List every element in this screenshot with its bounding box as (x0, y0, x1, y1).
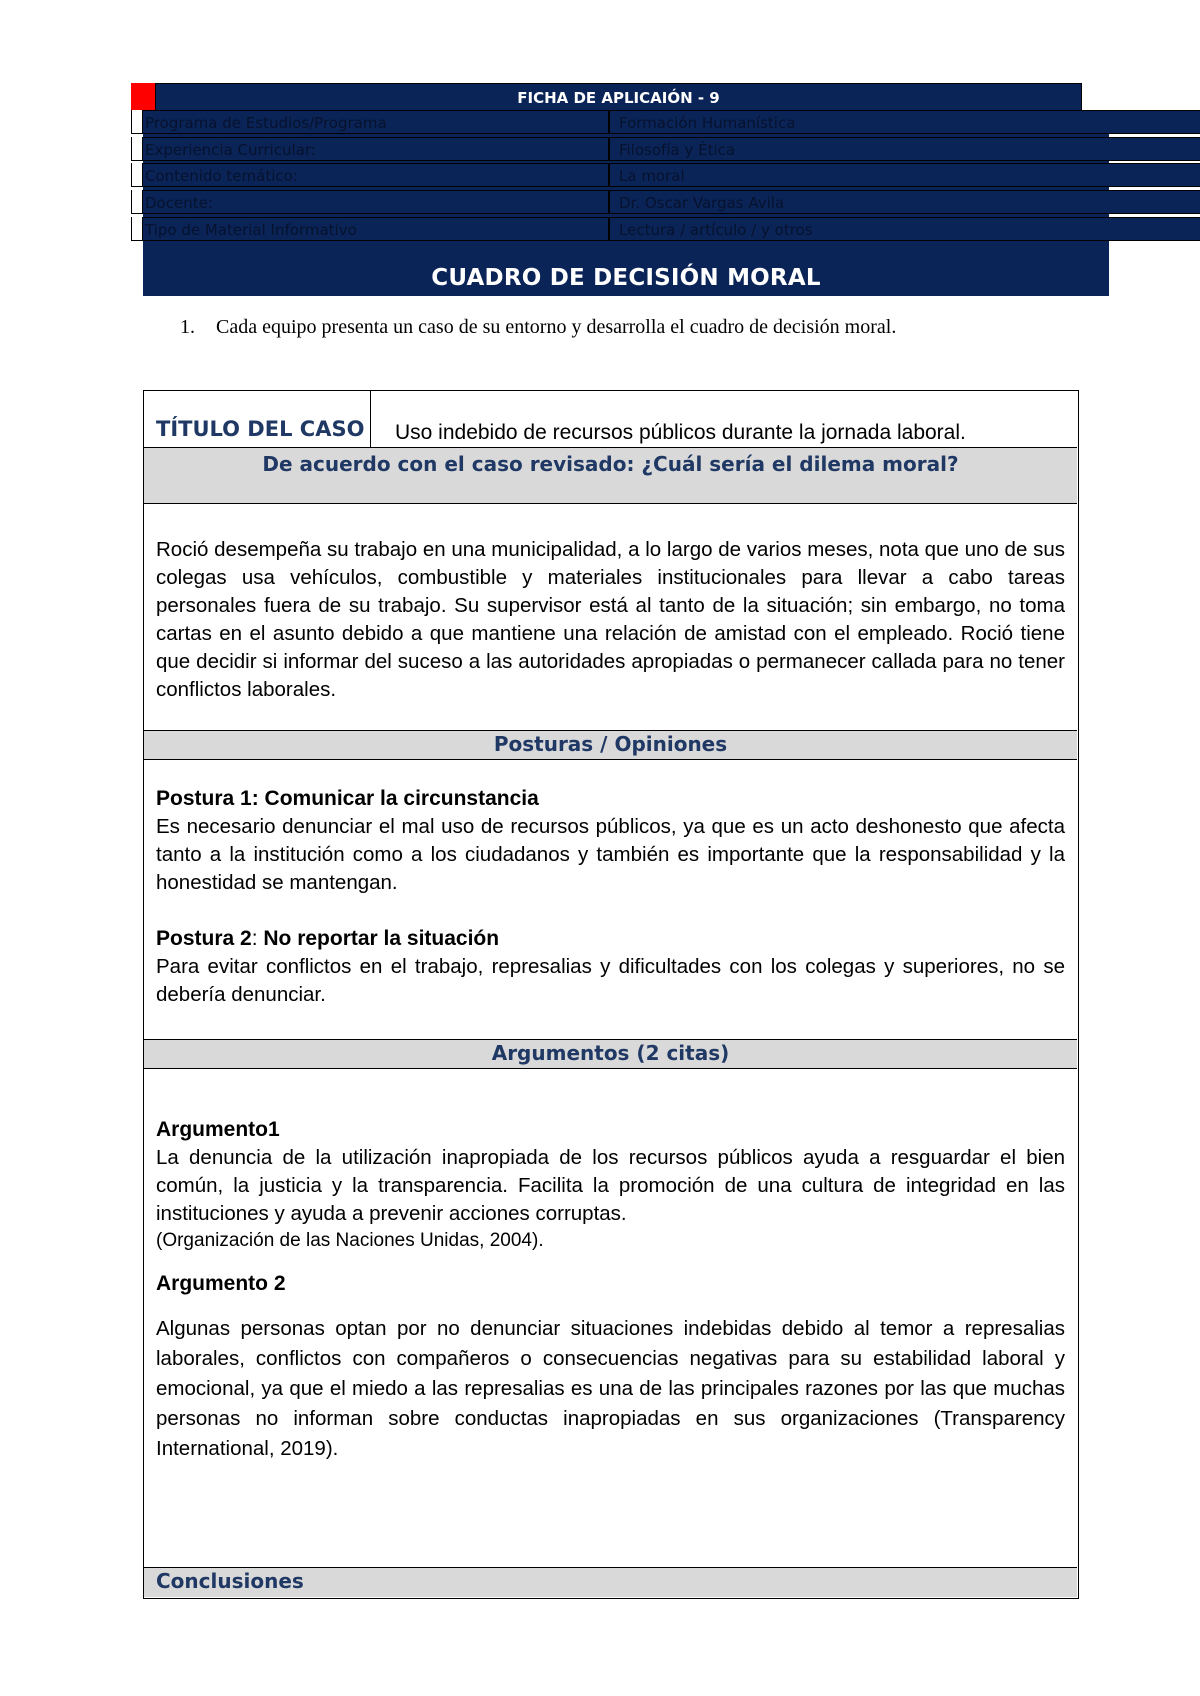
info-value: Dr. Oscar Vargas Avila (609, 190, 1200, 214)
argument1-cite: (Organización de las Naciones Unidas, 2004). (156, 1230, 544, 1251)
dilemma-text: Roció desempeña su trabajo en una municipalidad, a lo largo de varios meses, nota que uno de sus colegas usa vehículos, combustible y materiales institucionales para llevar a cabo tareas personales fuera de su trabajo. Su supervisor está al tanto de la situación; sin embargo, no toma cartas en el asunto debido a que mantiene una relación de amistad con el empleado. Roció tiene que decidir si informar del suceso a las autoridades apropiadas o permanecer callada para no tener conflictos laborales. (156, 538, 1065, 701)
posture1-text: Es necesario denunciar el mal uso de recursos públicos, ya que es un acto deshonesto que afecta tanto a la institución como a los ciudadanos y también es importante que la responsabilidad y la honestidad se mantengan. (156, 815, 1065, 894)
posture2-title-sep: : (251, 927, 264, 950)
argument2-text: Algunas personas optan por no denunciar situaciones indebidas debido al temor a represalias laborales, conflictos con compañeros o consecuencias negativas para su estabilidad laboral y emocional, ya que el miedo a las represalias es una de las principales razones por las que muchas personas no informan sobre conductas inapropiadas en sus organizaciones (Transparency International, 2019). (156, 1317, 1065, 1460)
arguments-content (156, 1116, 1065, 1464)
case-title-value-cell (371, 391, 1077, 448)
info-label: Experiencia Curricular: (142, 137, 609, 161)
dilemma-heading: De acuerdo con el caso revisado: ¿Cuál sería el dilema moral? (144, 447, 1077, 504)
info-value: La moral (609, 163, 1200, 187)
case-title-label: TÍTULO DEL CASO (156, 417, 365, 441)
info-value: Filosofía y Ética (609, 137, 1200, 161)
argument1-text: La denuncia de la utilización inapropiada de los recursos públicos ayuda a resguardar el bien común, la justicia y la transparencia. Facilita la promoción de una cultura de integridad en las instituciones y ayuda a prevenir acciones corruptas. (156, 1146, 1065, 1225)
info-value: Lectura / artículo / y otros (609, 217, 1200, 241)
info-label: Programa de Estudios/Programa (142, 110, 609, 134)
red-marker (131, 83, 155, 110)
instruction-text: Cada equipo presenta un caso de su entorno y desarrolla el cuadro de decisión moral. (216, 316, 897, 338)
info-row-contenido (131, 163, 1081, 188)
case-table (143, 390, 1079, 1599)
main-title: CUADRO DE DECISIÓN MORAL (431, 265, 821, 291)
dilemma-text-cell (156, 536, 1065, 704)
arguments-heading: Argumentos (2 citas) (144, 1039, 1077, 1069)
instruction (180, 316, 1080, 339)
conclusions-heading: Conclusiones (144, 1567, 1077, 1597)
info-label: Docente: (142, 190, 609, 214)
posture2-title-c: No reportar la situación (263, 927, 500, 950)
instruction-number: 1. (180, 316, 195, 338)
posture1-title: Postura 1: Comunicar la circunstancia (156, 787, 539, 810)
argument2-title: Argumento 2 (156, 1272, 286, 1295)
argument1-title: Argumento1 (156, 1118, 280, 1141)
info-row-docente (131, 190, 1081, 215)
info-value: Formación Humanística (609, 110, 1200, 134)
posture2-text: Para evitar conflictos en el trabajo, represalias y dificultades con los colegas y superiores, no se debería denunciar. (156, 955, 1065, 1006)
case-title-value: Uso indebido de recursos públicos durante la jornada laboral. (395, 421, 966, 444)
case-title-label-cell (144, 391, 371, 448)
info-row-tipo-material (131, 217, 1081, 242)
info-label: Contenido temático: (142, 163, 609, 187)
postures-content (156, 785, 1065, 1009)
ficha-title: FICHA DE APLICAIÓN - 9 (155, 83, 1082, 112)
posture2-title (156, 925, 1065, 953)
postures-heading: Posturas / Opiniones (144, 730, 1077, 760)
posture2-title-a: Postura 2 (156, 927, 252, 950)
info-label: Tipo de Material Informativo (142, 217, 609, 241)
info-row-experiencia (131, 137, 1081, 162)
info-row-programa (131, 110, 1081, 135)
